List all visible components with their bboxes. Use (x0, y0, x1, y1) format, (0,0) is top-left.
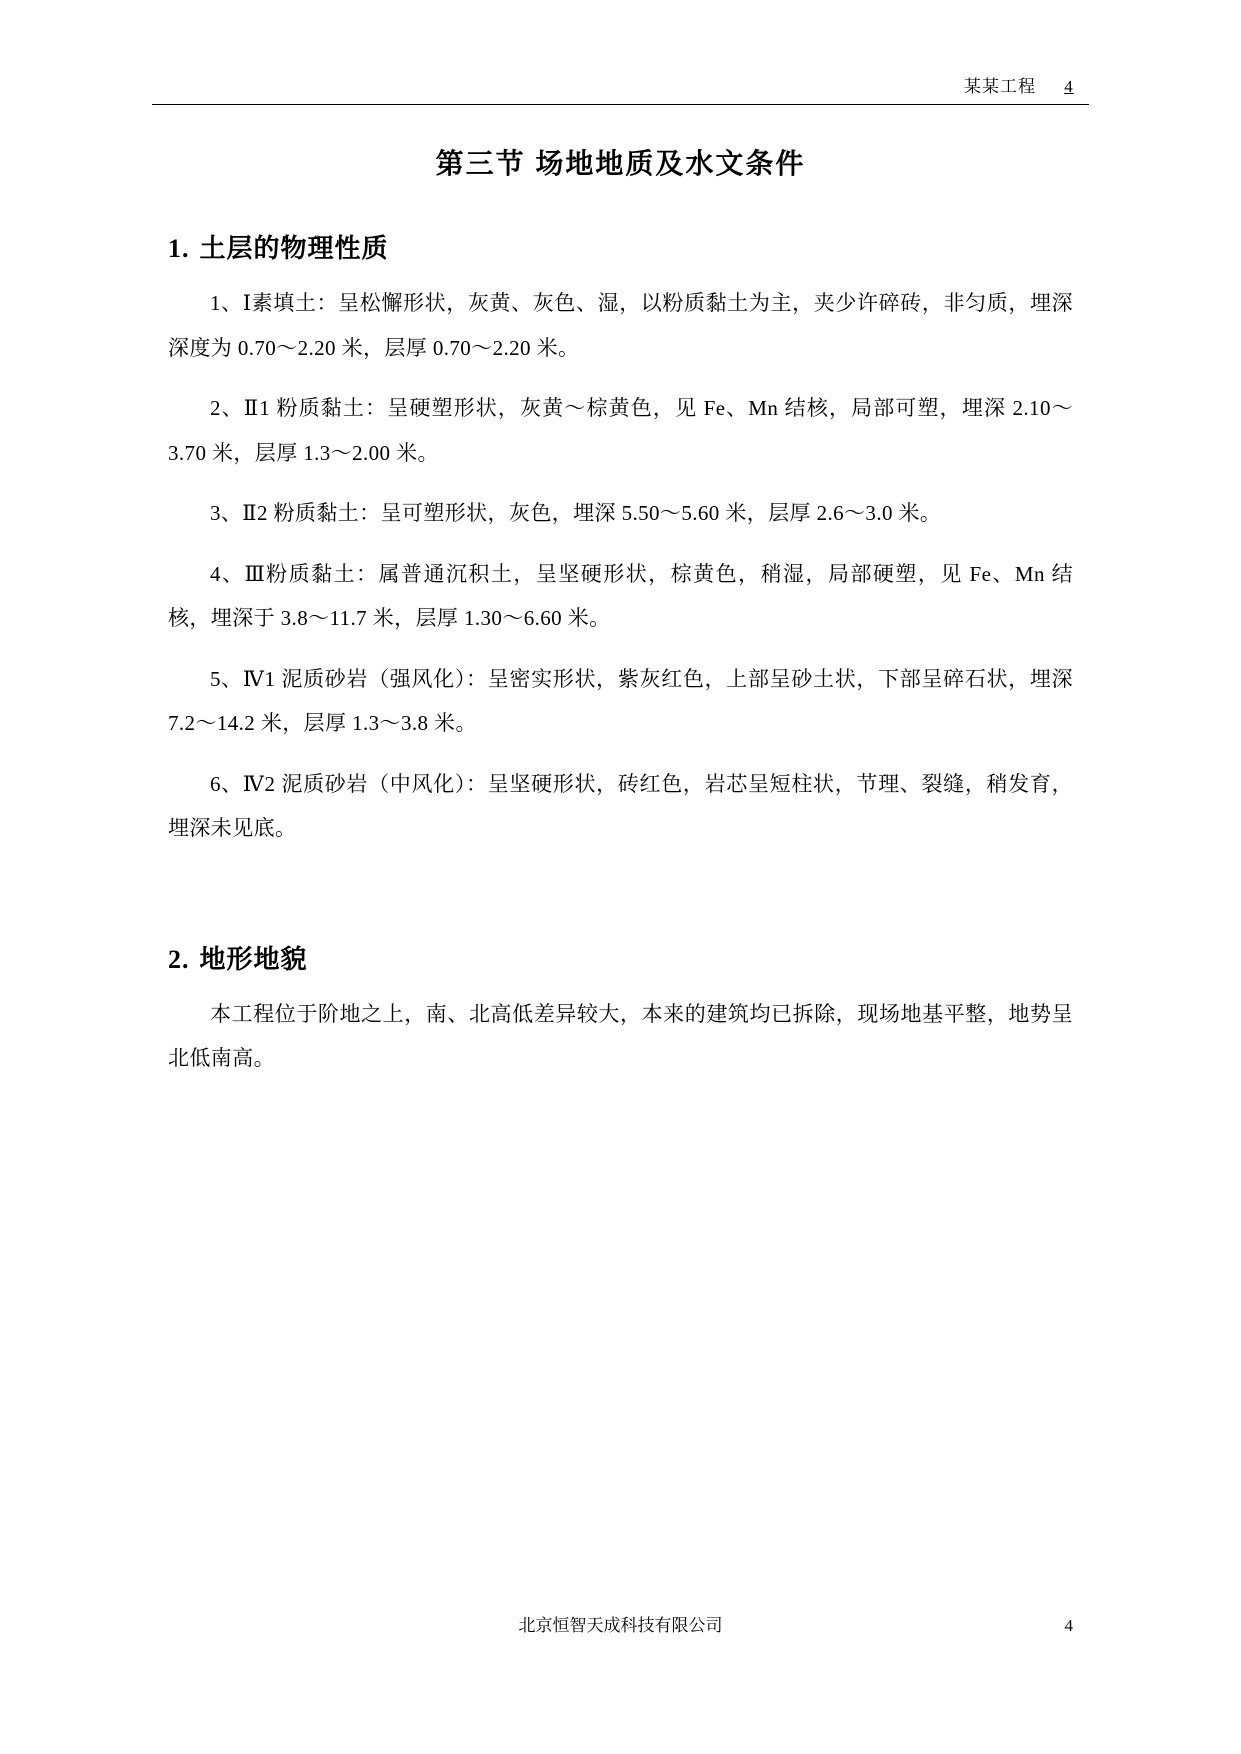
header-page-number: 4 (1064, 77, 1074, 96)
section-number-1: 1. (168, 234, 190, 263)
paragraph: 5、Ⅳ1 泥质砂岩（强风化）：呈密实形状，紫灰红色，上部呈砂土状，下部呈碎石状，埋深 7.2～14.2 米，层厚 1.3～3.8 米。 (168, 666, 1073, 736)
paragraph: 1、Ⅰ素填土：呈松懈形状，灰黄、灰色、湿，以粉质黏土为主，夹少许碎砖，非匀质，埋深深度为 0.70～2.20 米，层厚 0.70～2.20 米。 (168, 291, 1073, 360)
section-spacer (168, 851, 1073, 893)
footer-company: 北京恒智天成科技有限公司 (518, 1616, 723, 1635)
section-number-2: 2. (168, 944, 190, 974)
section-title-1: 土层的物理性质 (199, 233, 389, 263)
paragraph: 3、Ⅱ2 粉质黏土：呈可塑形状，灰色，埋深 5.50～5.60 米，层厚 2.6～3.0 米。 (210, 501, 942, 526)
document-body (168, 128, 1073, 1081)
paragraph: 6、Ⅳ2 泥质砂岩（中风化）：呈坚硬形状，砖红色，岩芯呈短柱状，节理、裂缝，稍发育，埋深未见底。 (168, 771, 1073, 841)
header-project-title: 某某工程 (964, 77, 1036, 96)
paragraph: 2、Ⅱ1 粉质黏土：呈硬塑形状，灰黄～棕黄色，见 Fe、Mn 结核，局部可塑，埋深 2.10～3.70 米，层厚 1.3～2.00 米。 (168, 396, 1073, 465)
page-footer (168, 1611, 1073, 1636)
section-heading-2 (168, 939, 1073, 976)
section-heading-1 (168, 228, 1073, 265)
paragraph: 本工程位于阶地之上，南、北高低差异较大，本来的建筑均已拆除，现场地基平整，地势呈北低南高。 (168, 1001, 1073, 1071)
page-title: 第三节 场地地质及水文条件 (435, 148, 806, 179)
paragraph: 4、Ⅲ粉质黏土：属普通沉积土，呈坚硬形状，棕黄色，稍湿，局部硬塑，见 Fe、Mn 结核，埋深于 3.8～11.7 米，层厚 1.30～6.60 米。 (168, 561, 1073, 631)
section-title-2: 地形地貌 (199, 943, 308, 974)
header-divider (152, 104, 1089, 105)
page-header (168, 72, 1076, 103)
footer-page-number: 4 (1064, 1616, 1073, 1635)
